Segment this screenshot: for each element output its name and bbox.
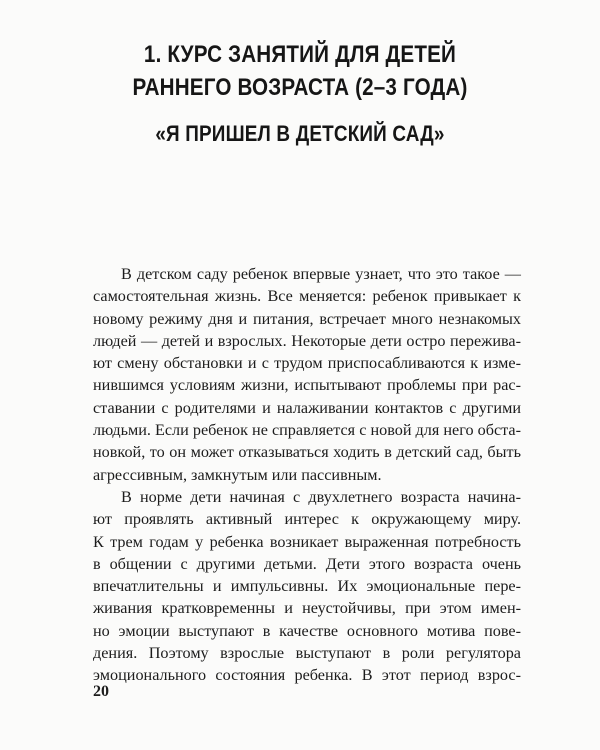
paragraph-2 <box>93 486 521 687</box>
text-line: но эмоции выступают в качестве основного мотива пове- <box>93 621 521 640</box>
text-line: новкой, то он может отказываться ходить в детский сад, быть <box>93 443 521 462</box>
text-line: К трем годам у ребенка возникает выраженная потребность <box>93 532 521 551</box>
text-line: новому режиму дня и питания, встречает много незнакомых <box>93 309 521 328</box>
text-line: ставании с родителями и налаживании контактов с другими <box>93 398 521 417</box>
text-line: дения. Поэтому взрослые выступают в роли регулятора <box>93 644 521 663</box>
body-text <box>93 263 521 687</box>
text-line: ют смену обстановки и с трудом приспосабливаются к изме- <box>93 354 521 373</box>
text-line: самостоятельная жизнь. Все меняется: ребенок привыкает к <box>93 287 521 306</box>
text-line: В норме дети начиная с двухлетнего возраста начина- <box>121 487 521 506</box>
chapter-title-line-1: 1. КУРС ЗАНЯТИЙ ДЛЯ ДЕТЕЙ <box>143 41 457 68</box>
page-number: 20 <box>93 683 109 700</box>
paragraph-1 <box>93 263 521 486</box>
text-line: ют проявлять активный интерес к окружающему миру. <box>93 510 521 529</box>
text-line: эмоционального состояния ребенка. В этот период взрос- <box>93 666 521 685</box>
text-line: агрессивным, замкнутым или пассивным. <box>93 465 382 484</box>
section-title: «Я ПРИШЕЛ В ДЕТСКИЙ САД» <box>155 121 445 146</box>
text-line: людьми. Если ребенок не справляется с новой для него обста- <box>93 421 521 440</box>
chapter-title <box>42 38 558 104</box>
text-line: нившимся условиям жизни, испытывают проблемы при рас- <box>93 376 521 395</box>
text-line: впечатлительны и импульсивны. Их эмоциональные пере- <box>93 577 521 596</box>
text-line: в общении с другими детьми. Дети этого возраста очень <box>93 554 521 573</box>
text-line: живания кратковременны и неустойчивы, при этом имен- <box>93 599 521 618</box>
text-line: людей — детей и взрослых. Некоторые дети остро пережива- <box>93 331 521 350</box>
text-line: В детском саду ребенок впервые узнает, что это такое — <box>121 265 521 283</box>
chapter-title-line-2: РАННЕГО ВОЗРАСТА (2–3 ГОДА) <box>132 74 468 101</box>
